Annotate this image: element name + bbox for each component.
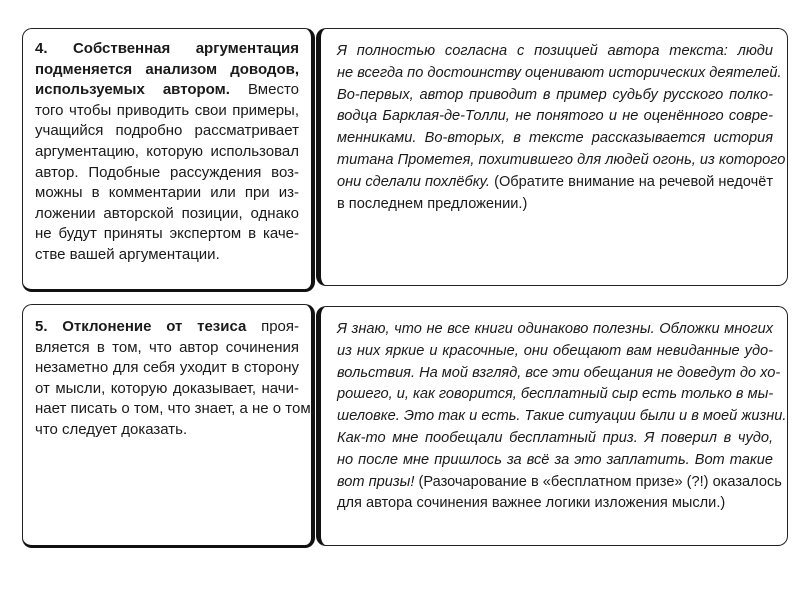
italic-text: Как-то мне пообещали бесплатный приз. Я поверил в чудо, <box>337 429 773 446</box>
text-line <box>35 245 299 266</box>
text-line <box>35 183 299 204</box>
text-line <box>35 224 299 245</box>
text-line <box>337 319 773 341</box>
body-text: в последнем предложении.) <box>337 195 528 212</box>
body-text: можны в комментарии или при из- <box>35 184 299 202</box>
text-line <box>337 493 773 515</box>
text-line <box>337 106 773 128</box>
italic-text: из них яркие и красочные, они обещают вам невиданные удо- <box>337 342 773 359</box>
text-line <box>337 363 781 385</box>
text-line <box>35 379 299 400</box>
text-line <box>35 204 299 225</box>
body-text: (Разочарование в «бесплатном призе» (?!) оказалось <box>414 473 782 490</box>
italic-text: но после мне пришлось за всё за это заплатить. Вот такие <box>337 451 773 468</box>
italic-text: не всегда по достоинству оценивают исторических деятелей. <box>337 64 782 81</box>
body-text: вляется в том, что автор сочинения <box>35 338 299 356</box>
criterion-4-own-argumentation-box <box>22 28 315 292</box>
italic-text: Я знаю, что не все книги одинаково полезны. Обложки многих <box>337 321 773 337</box>
body-text: (Обратите внимание на речевой недочёт <box>489 173 773 190</box>
example-5-essay-excerpt-box <box>316 306 788 546</box>
italic-text: рошего, и, как говорится, бесплатный сыр есть только в мы- <box>337 386 774 403</box>
text-line <box>337 472 782 494</box>
italic-text: вот призы! <box>337 473 415 490</box>
text-line <box>337 41 773 63</box>
body-text: автор. Подобные рассуждения воз- <box>35 163 299 181</box>
text-line <box>35 60 299 81</box>
body-text: стве вашей аргументации. <box>35 245 220 263</box>
text-line <box>35 338 299 359</box>
body-text: что следует доказать. <box>35 420 188 438</box>
bold-text: подменяется анализом доводов, <box>35 60 299 78</box>
text-line <box>35 101 299 122</box>
text-line <box>35 420 299 441</box>
text-line <box>35 121 299 142</box>
body-text: для автора сочинения важнее логики изложения мысли.) <box>337 495 726 512</box>
text-line <box>337 172 773 194</box>
italic-text: титана Прометея, похитившего для людей огонь, из которого <box>337 151 786 168</box>
text-line <box>337 450 773 472</box>
bold-text: используемых автором. <box>35 81 230 99</box>
body-text: нает писать о том, что знает, а не о том, <box>35 400 315 418</box>
body-text: того чтобы приводить свои примеры, <box>35 101 299 119</box>
text-line <box>337 85 773 107</box>
criterion-5-thesis-deviation-box <box>22 304 315 548</box>
body-text: Вместо <box>229 81 299 99</box>
text-line <box>337 384 773 406</box>
italic-text: менниками. Во-вторых, в тексте рассказывается история <box>337 130 773 147</box>
text-line <box>35 142 299 163</box>
text-line <box>337 194 773 216</box>
text-line <box>337 63 782 85</box>
body-text: учащийся подробно рассматривает <box>35 122 299 140</box>
text-line <box>337 406 787 428</box>
text-line <box>35 358 299 379</box>
text-line <box>35 39 299 60</box>
bold-text: 4. Собственная аргументация <box>35 40 299 57</box>
body-text: аргументацию, которую использовал <box>35 142 299 160</box>
italic-text: шеловке. Это так и есть. Такие ситуации были и в моей жизни. <box>337 408 787 425</box>
text-line <box>35 80 299 101</box>
text-line <box>35 399 315 420</box>
body-text: не будут приняты экспертом в каче- <box>35 225 299 243</box>
body-text: ложении авторской позиции, однако <box>35 204 299 222</box>
italic-text: Я полностью согласна с позицией автора текста: люди <box>337 43 773 59</box>
text-line <box>35 163 299 184</box>
italic-text: вольствия. На мой взгляд, все эти обещания не доведут до хо- <box>337 364 781 381</box>
italic-text: Во-первых, автор приводит в пример судьбу русского полко- <box>337 86 773 103</box>
italic-text: они сделали похлёбку. <box>337 173 490 190</box>
text-line <box>337 128 773 150</box>
body-text: незаметно для себя уходит в сторону <box>35 359 299 377</box>
example-4-essay-excerpt-box <box>316 28 788 286</box>
text-line <box>35 317 299 338</box>
bold-text: 5. Отклонение от тезиса <box>35 318 247 335</box>
body-text: проя- <box>246 318 299 335</box>
text-line <box>337 150 786 172</box>
text-line <box>337 341 773 363</box>
italic-text: водца Барклая-де-Толли, не понятого и не оценённого совре- <box>337 108 773 125</box>
body-text: от мысли, которую доказывает, начи- <box>35 379 299 397</box>
text-line <box>337 428 773 450</box>
